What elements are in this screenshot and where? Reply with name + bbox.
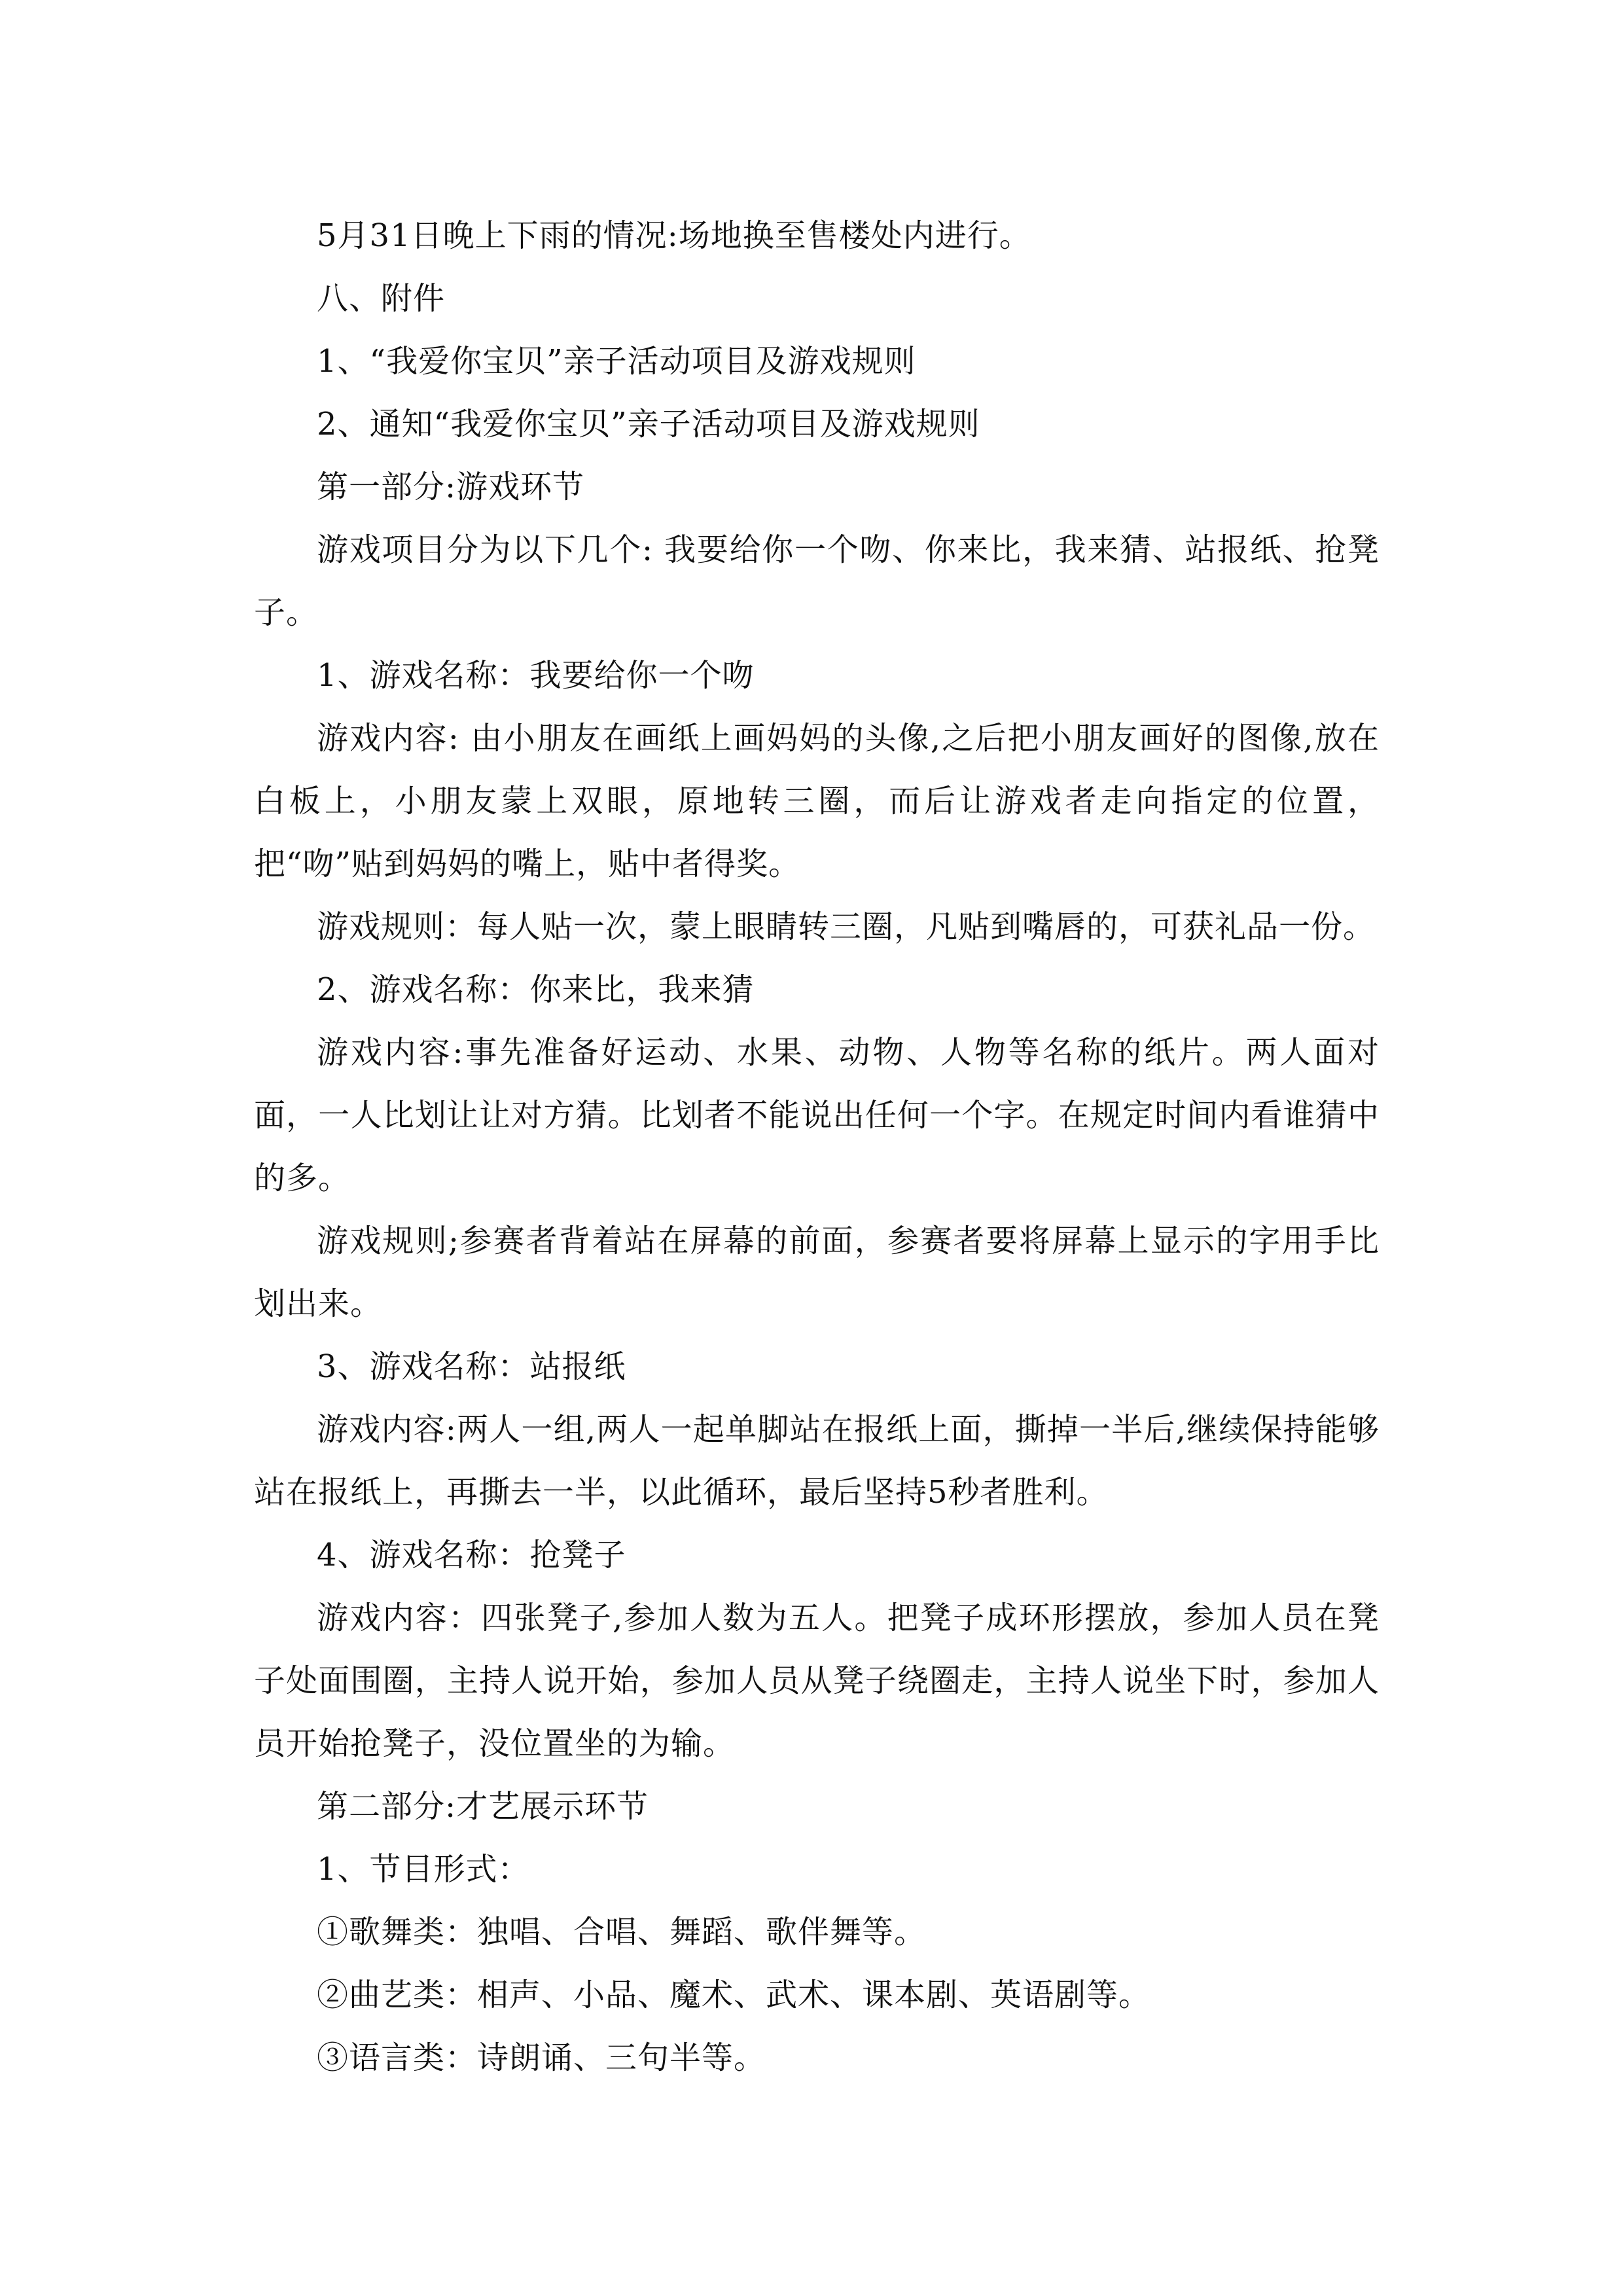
program-type-song-dance: ①歌舞类：独唱、合唱、舞蹈、歌伴舞等。 bbox=[317, 1914, 927, 1950]
game-4-content: 游戏内容：四张凳子,参加人数为五人。把凳子成环形摆放，参加人员在凳子处面围圈，主持人说开始，参加人员从凳子绕圈走，主持人说坐下时，参加人员开始抢凳子，没位置坐的为输。 bbox=[254, 1600, 1380, 1762]
document-body bbox=[254, 204, 1380, 2089]
program-form-heading: 1、节目形式： bbox=[317, 1851, 530, 1888]
game-4-title: 4、游戏名称：抢凳子 bbox=[317, 1537, 626, 1573]
game-1-rules: 游戏规则：每人贴一次，蒙上眼睛转三圈，凡贴到嘴唇的，可获礼品一份。 bbox=[317, 908, 1376, 945]
game-1-content: 游戏内容: 由小朋友在画纸上画妈妈的头像,之后把小朋友画好的图像,放在白板上，小朋友蒙上双眼，原地转三圈，而后让游戏者走向指定的位置，把“吻”贴到妈妈的嘴上，贴中者得奖。 bbox=[254, 720, 1380, 882]
heading-attachments: 八、附件 bbox=[317, 280, 446, 317]
game-2-content: 游戏内容:事先准备好运动、水果、动物、人物等名称的纸片。两人面对面，一人比划让让对方猜。比划者不能说出任何一个字。在规定时间内看谁猜中的多。 bbox=[254, 1034, 1380, 1196]
game-2-title: 2、游戏名称：你来比，我来猜 bbox=[317, 971, 755, 1008]
paragraph-rain-plan: 5月31日晚上下雨的情况:场地换至售楼处内进行。 bbox=[317, 217, 1031, 254]
game-3-title: 3、游戏名称：站报纸 bbox=[317, 1348, 626, 1385]
game-3-content: 游戏内容:两人一组,两人一起单脚站在报纸上面，撕掉一半后,继续保持能够站在报纸上，再撕去一半，以此循环，最后坚持5秒者胜利。 bbox=[254, 1411, 1380, 1511]
program-type-folk-arts: ②曲艺类：相声、小品、魔术、武术、课本剧、英语剧等。 bbox=[317, 1977, 1151, 2013]
game-1-title: 1、游戏名称：我要给你一个吻 bbox=[317, 657, 755, 694]
paragraph-game-list: 游戏项目分为以下几个: 我要给你一个吻、你来比，我来猜、站报纸、抢凳子。 bbox=[254, 531, 1380, 631]
section-heading-games: 第一部分:游戏环节 bbox=[317, 469, 585, 505]
attachment-item-2: 2、通知“我爱你宝贝”亲子活动项目及游戏规则 bbox=[317, 406, 980, 442]
section-heading-talent: 第二部分:才艺展示环节 bbox=[317, 1788, 649, 1825]
program-type-language: ③语言类：诗朗诵、三句半等。 bbox=[317, 2039, 766, 2076]
game-2-rules: 游戏规则;参赛者背着站在屏幕的前面，参赛者要将屏幕上显示的字用手比划出来。 bbox=[254, 1223, 1380, 1322]
attachment-item-1: 1、“我爱你宝贝”亲子活动项目及游戏规则 bbox=[317, 343, 916, 380]
